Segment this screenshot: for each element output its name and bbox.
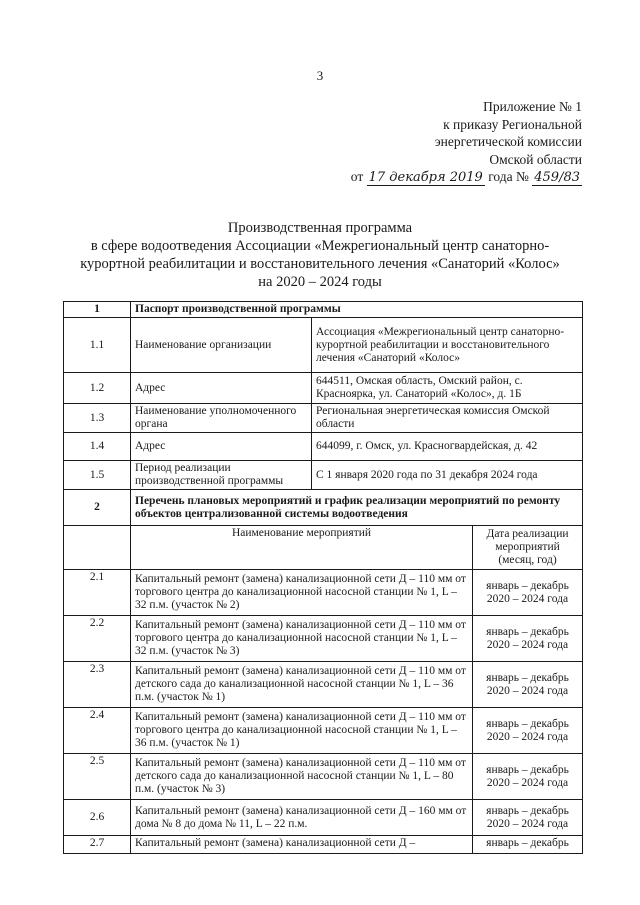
row-label: Наименование организации — [131, 318, 312, 373]
page-number: 3 — [316, 68, 324, 83]
appendix-line: энергетической комиссии — [434, 134, 582, 149]
row-label: Наименование уполномоченного органа — [131, 404, 312, 433]
activity-date: январь – декабрь 2020 – 2024 года — [473, 616, 583, 662]
row-number: 2.1 — [64, 570, 131, 616]
row-number: 2.2 — [64, 616, 131, 662]
table-row — [64, 373, 583, 404]
table-row — [64, 662, 583, 708]
table-row — [64, 836, 583, 854]
table-row — [64, 302, 583, 318]
column-header-date: Дата реализации мероприятий (месяц, год) — [473, 526, 583, 570]
appendix-line: к приказу Региональной — [443, 116, 582, 132]
row-number: 2.5 — [64, 754, 131, 800]
activity-date: январь – декабрь 2020 – 2024 года — [473, 570, 583, 616]
empty-cell — [64, 526, 131, 570]
activity-name: Капитальный ремонт (замена) канализационной сети Д – 110 мм от торгового центра до канализационной насосной станции № 1, L – 36 п.м. (участок № 1) — [131, 708, 473, 754]
row-number: 1.4 — [64, 433, 131, 461]
section-header: Перечень плановых мероприятий и график реализации мероприятий по ремонту объектов централизованной системы водоотведения — [131, 490, 583, 526]
handwritten-order-number: 459/83 — [534, 170, 580, 185]
activity-date: январь – декабрь 2020 – 2024 года — [473, 754, 583, 800]
row-value: 644511, Омская область, Омский район, с. Красноярка, ул. Санаторий «Колос», д. 1Б — [312, 373, 583, 404]
row-number: 2.7 — [64, 836, 131, 854]
row-number: 2.4 — [64, 708, 131, 754]
table-row — [64, 800, 583, 836]
title-line: Производственная программа — [227, 220, 413, 236]
row-number: 1.5 — [64, 461, 131, 490]
column-header-name: Наименование мероприятий — [131, 526, 473, 570]
row-number: 2.3 — [64, 662, 131, 708]
table-row — [64, 433, 583, 461]
table-row — [64, 754, 583, 800]
title-line: в сфере водоотведения Ассоциации «Межрегиональный центр санаторно- — [90, 238, 550, 254]
table-row — [64, 490, 583, 526]
table-row — [64, 526, 583, 570]
activity-name: Капитальный ремонт (замена) канализационной сети Д – 110 мм от торгового центра до канализационной насосной станции № 1, L – 32 п.м. (участок № 2) — [131, 570, 473, 616]
activity-date: январь – декабрь 2020 – 2024 года — [473, 800, 583, 836]
table-row — [64, 708, 583, 754]
table-row — [64, 570, 583, 616]
appendix-block — [351, 98, 582, 187]
table-row — [64, 404, 583, 433]
row-label: Период реализации производственной программы — [131, 461, 312, 490]
table-row — [64, 318, 583, 373]
order-prefix: от — [350, 169, 364, 184]
appendix-line: Приложение № 1 — [483, 99, 582, 114]
row-label: Адрес — [131, 433, 312, 461]
section-header: Паспорт производственной программы — [131, 302, 583, 318]
activity-name: Капитальный ремонт (замена) канализационной сети Д – — [131, 836, 473, 854]
activity-name: Капитальный ремонт (замена) канализационной сети Д – 110 мм от детского сада до канализационной насосной станции № 1, L – 80 п.м. (участок № 3) — [131, 754, 473, 800]
section-number: 1 — [64, 302, 131, 318]
title-line: на 2020 – 2024 годы — [258, 274, 382, 290]
order-date-line — [351, 168, 582, 187]
program-table — [63, 301, 583, 854]
table-row — [64, 616, 583, 662]
activity-date: январь – декабрь 2020 – 2024 года — [473, 708, 583, 754]
row-value: С 1 января 2020 года по 31 декабря 2024 года — [312, 461, 583, 490]
document-title — [40, 219, 600, 291]
row-value: Региональная энергетическая комиссия Омской области — [312, 404, 583, 433]
activity-date: январь – декабрь 2020 – 2024 года — [473, 662, 583, 708]
appendix-line: Омской области — [489, 151, 582, 167]
row-number: 1.1 — [64, 318, 131, 373]
table-row — [64, 461, 583, 490]
activity-name: Капитальный ремонт (замена) канализационной сети Д – 160 мм от дома № 8 до дома № 11, L – 22 п.м. — [131, 800, 473, 836]
order-middle: года № — [488, 169, 529, 184]
row-label: Адрес — [131, 373, 312, 404]
row-value: 644099, г. Омск, ул. Красногвардейская, д. 42 — [312, 433, 583, 461]
row-number: 1.2 — [64, 373, 131, 404]
activity-date: январь – декабрь — [473, 836, 583, 854]
activity-name: Капитальный ремонт (замена) канализационной сети Д – 110 мм от детского сада до канализационной насосной станции № 1, L – 36 п.м. (участок № 1) — [131, 662, 473, 708]
row-value: Ассоциация «Межрегиональный центр санаторно-курортной реабилитации и восстановительного лечения «Санаторий «Колос» — [312, 318, 583, 373]
row-number: 2.6 — [64, 800, 131, 836]
title-line: курортной реабилитации и восстановительного лечения «Санаторий «Колос» — [80, 256, 560, 272]
handwritten-date: 17 декабря 2019 — [368, 170, 483, 185]
section-number: 2 — [64, 490, 131, 526]
row-number: 1.3 — [64, 404, 131, 433]
activity-name: Капитальный ремонт (замена) канализационной сети Д – 110 мм от торгового центра до канализационной насосной станции № 1, L – 32 п.м. (участок № 3) — [131, 616, 473, 662]
